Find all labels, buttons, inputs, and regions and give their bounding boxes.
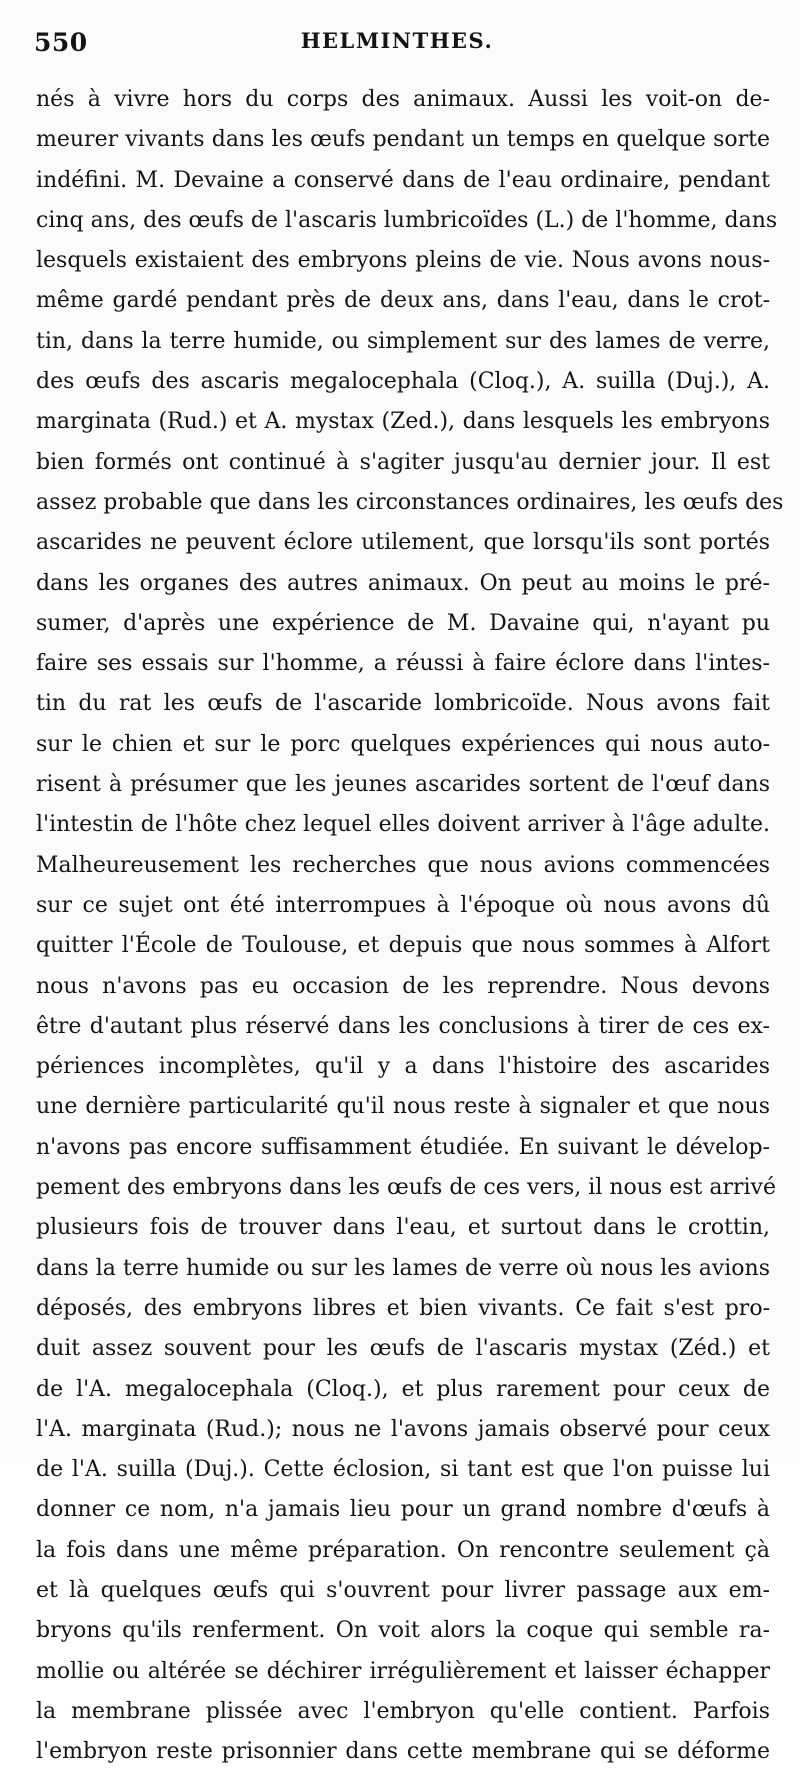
text-line: nés à vivre hors du corps des animaux. Aussi les voit-on de- — [36, 87, 770, 112]
text-line: indéfini. M. Devaine a conservé dans de l'eau ordinaire, pendant — [36, 167, 770, 193]
text-line: tin, dans la terre humide, ou simplement sur des lames de verre, — [36, 328, 770, 354]
text-line: la membrane plissée avec l'embryon qu'elle contient. Parfois — [36, 1698, 770, 1724]
text-line: marginata (Rud.) et A. mystax (Zed.), dans lesquels les embryons — [36, 409, 770, 435]
text-line: mollie ou altérée se déchirer irrégulièrement et laisser échapper — [36, 1658, 770, 1684]
text-line: Malheureusement les recherches que nous avions commencées — [36, 852, 770, 878]
text-line: des œufs des ascaris megalocephala (Cloq.), A. suilla (Duj.), A. — [36, 369, 770, 395]
text-line: nous n'avons pas eu occasion de les reprendre. Nous devons — [36, 973, 770, 999]
text-line: de l'A. suilla (Duj.). Cette éclosion, si tant est que l'on puisse lui — [36, 1457, 770, 1483]
text-line: et là quelques œufs qui s'ouvrent pour livrer passage aux em- — [36, 1577, 770, 1603]
text-line: meurer vivants dans les œufs pendant un temps en quelque sorte — [36, 127, 770, 153]
text-line: sumer, d'après une expérience de M. Davaine qui, n'ayant pu — [36, 610, 770, 636]
text-line: n'avons pas encore suffisamment étudiée. En suivant le dévelop- — [36, 1134, 770, 1160]
text-line: quitter l'École de Toulouse, et depuis que nous sommes à Alfort — [36, 933, 770, 959]
text-line: dans les organes des autres animaux. On peut au moins le pré- — [36, 570, 770, 596]
text-line: plusieurs fois de trouver dans l'eau, et surtout dans le crottin, — [36, 1215, 770, 1241]
text-line: lesquels existaient des embryons pleins de vie. Nous avons nous- — [36, 248, 770, 274]
text-line: déposés, des embryons libres et bien vivants. Ce fait s'est pro- — [36, 1295, 770, 1321]
text-line: même gardé pendant près de deux ans, dans l'eau, dans le crot- — [36, 288, 770, 314]
text-line: donner ce nom, n'a jamais lieu pour un grand nombre d'œufs à — [36, 1497, 770, 1523]
text-line: faire ses essais sur l'homme, a réussi à faire éclore dans l'intes- — [36, 651, 770, 677]
text-line: l'intestin de l'hôte chez lequel elles doivent arriver à l'âge adulte. — [36, 812, 770, 838]
text-line: duit assez souvent pour les œufs de l'ascaris mystax (Zéd.) et — [36, 1336, 770, 1362]
text-line: périences incomplètes, qu'il y a dans l'histoire des ascarides — [36, 1054, 770, 1080]
text-line: sur le chien et sur le porc quelques expériences qui nous auto- — [36, 731, 770, 757]
text-line: tin du rat les œufs de l'ascaride lombricoïde. Nous avons fait — [36, 691, 770, 717]
text-line: ascarides ne peuvent éclore utilement, que lorsqu'ils sont portés — [36, 530, 770, 556]
text-line: dans la terre humide ou sur les lames de verre où nous les avions — [36, 1255, 770, 1281]
text-line: être d'autant plus réservé dans les conclusions à tirer de ces ex- — [36, 1013, 770, 1039]
text-line: bien formés ont continué à s'agiter jusqu'au dernier jour. Il est — [36, 449, 770, 475]
body-text — [36, 80, 784, 1772]
text-line: de l'A. megalocephala (Cloq.), et plus rarement pour ceux de — [36, 1376, 770, 1402]
running-title: HELMINTHES. — [300, 28, 494, 53]
page-number: 550 — [34, 28, 88, 57]
text-line: une dernière particularité qu'il nous reste à signaler et que nous — [36, 1094, 770, 1120]
text-line: la fois dans une même préparation. On rencontre seulement çà — [36, 1537, 770, 1563]
text-line: l'embryon reste prisonnier dans cette membrane qui se déforme — [36, 1739, 770, 1765]
text-line: risent à présumer que les jeunes ascarides sortent de l'œuf dans — [36, 772, 770, 798]
text-line: pement des embryons dans les œufs de ces vers, il nous est arrivé — [36, 1175, 776, 1201]
text-line: cinq ans, des œufs de l'ascaris lumbricoïdes (L.) de l'homme, dans — [36, 207, 778, 233]
page-header — [34, 28, 760, 68]
text-line: assez probable que dans les circonstances ordinaires, les œufs des — [36, 489, 784, 515]
text-line: bryons qu'ils renferment. On voit alors la coque qui semble ra- — [36, 1618, 770, 1644]
text-line: l'A. marginata (Rud.); nous ne l'avons jamais observé pour ceux — [36, 1416, 770, 1442]
text-line: sur ce sujet ont été interrompues à l'époque où nous avons dû — [36, 892, 770, 918]
